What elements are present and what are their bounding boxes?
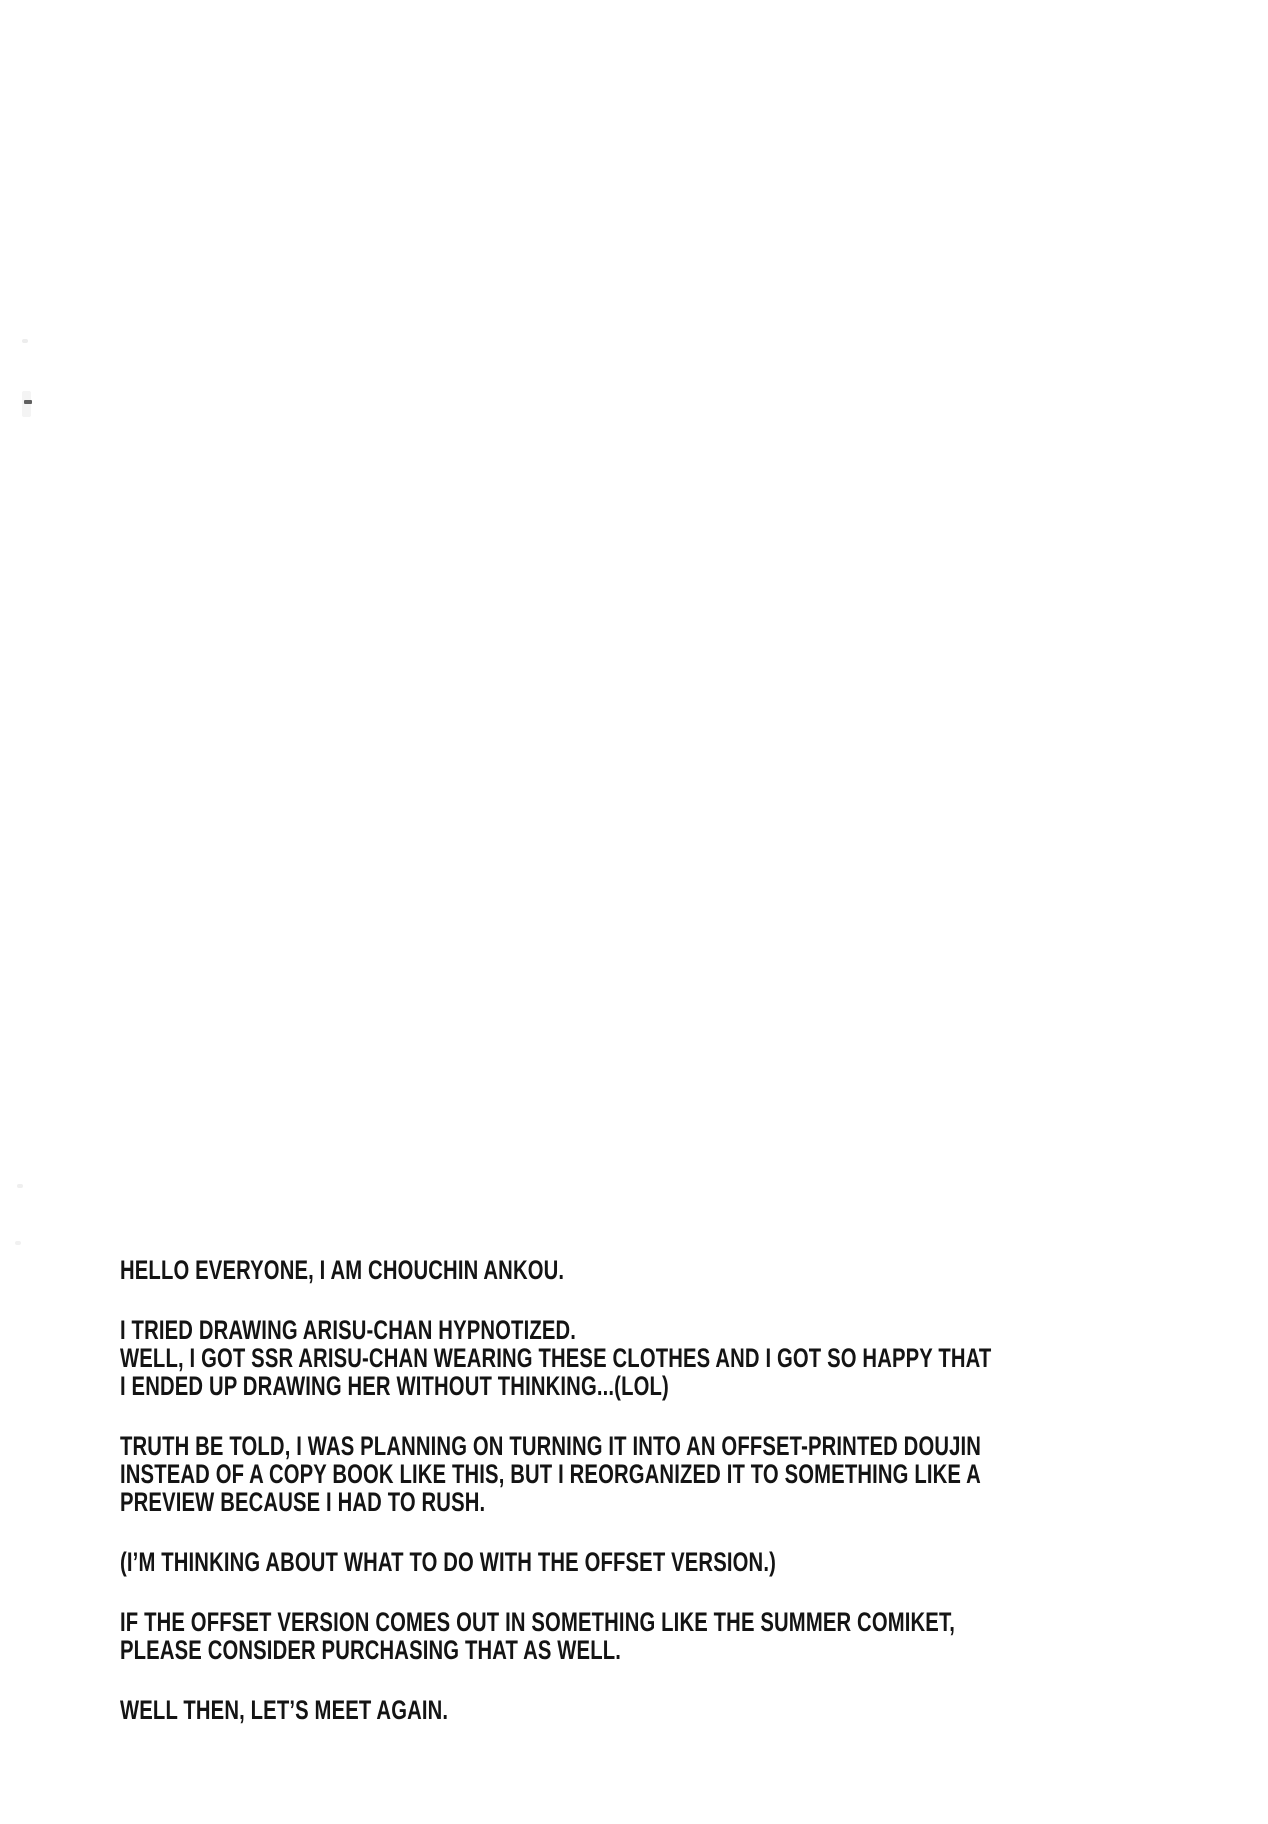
afterword-line: PREVIEW BECAUSE I HAD TO RUSH. xyxy=(120,1487,486,1517)
afterword-paragraph-greeting xyxy=(120,1256,1020,1284)
afterword-line: TRUTH BE TOLD, I WAS PLANNING ON TURNING IT INTO AN OFFSET-PRINTED DOUJIN xyxy=(120,1431,982,1461)
afterword-line: PLEASE CONSIDER PURCHASING THAT AS WELL. xyxy=(120,1635,622,1665)
afterword-line: WELL, I GOT SSR ARISU-CHAN WEARING THESE CLOTHES AND I GOT SO HAPPY THAT xyxy=(120,1343,992,1373)
afterword-text-block xyxy=(120,1256,1020,1756)
afterword-paragraph-offset-plan xyxy=(120,1432,1020,1516)
afterword-line: HELLO EVERYONE, I AM CHOUCHIN ANKOU. xyxy=(120,1255,565,1285)
afterword-paragraph-offset-note xyxy=(120,1548,1020,1576)
afterword-line: WELL THEN, LET’S MEET AGAIN. xyxy=(120,1695,449,1725)
afterword-line: INSTEAD OF A COPY BOOK LIKE THIS, BUT I REORGANIZED IT TO SOMETHING LIKE A xyxy=(120,1459,981,1489)
scan-speck xyxy=(15,1241,21,1245)
afterword-line: (I’M THINKING ABOUT WHAT TO DO WITH THE OFFSET VERSION.) xyxy=(120,1547,776,1577)
scan-speck xyxy=(17,1184,23,1188)
afterword-paragraph-drawing xyxy=(120,1316,1020,1400)
scan-speck xyxy=(22,391,31,417)
afterword-line: I TRIED DRAWING ARISU-CHAN HYPNOTIZED. xyxy=(120,1315,577,1345)
scan-speck xyxy=(24,400,32,404)
afterword-paragraph-farewell xyxy=(120,1696,1020,1724)
afterword-line: I ENDED UP DRAWING HER WITHOUT THINKING...(LOL) xyxy=(120,1371,669,1401)
afterword-paragraph-comiket xyxy=(120,1608,1020,1664)
scan-speck xyxy=(22,339,28,343)
afterword-line: IF THE OFFSET VERSION COMES OUT IN SOMETHING LIKE THE SUMMER COMIKET, xyxy=(120,1607,956,1637)
